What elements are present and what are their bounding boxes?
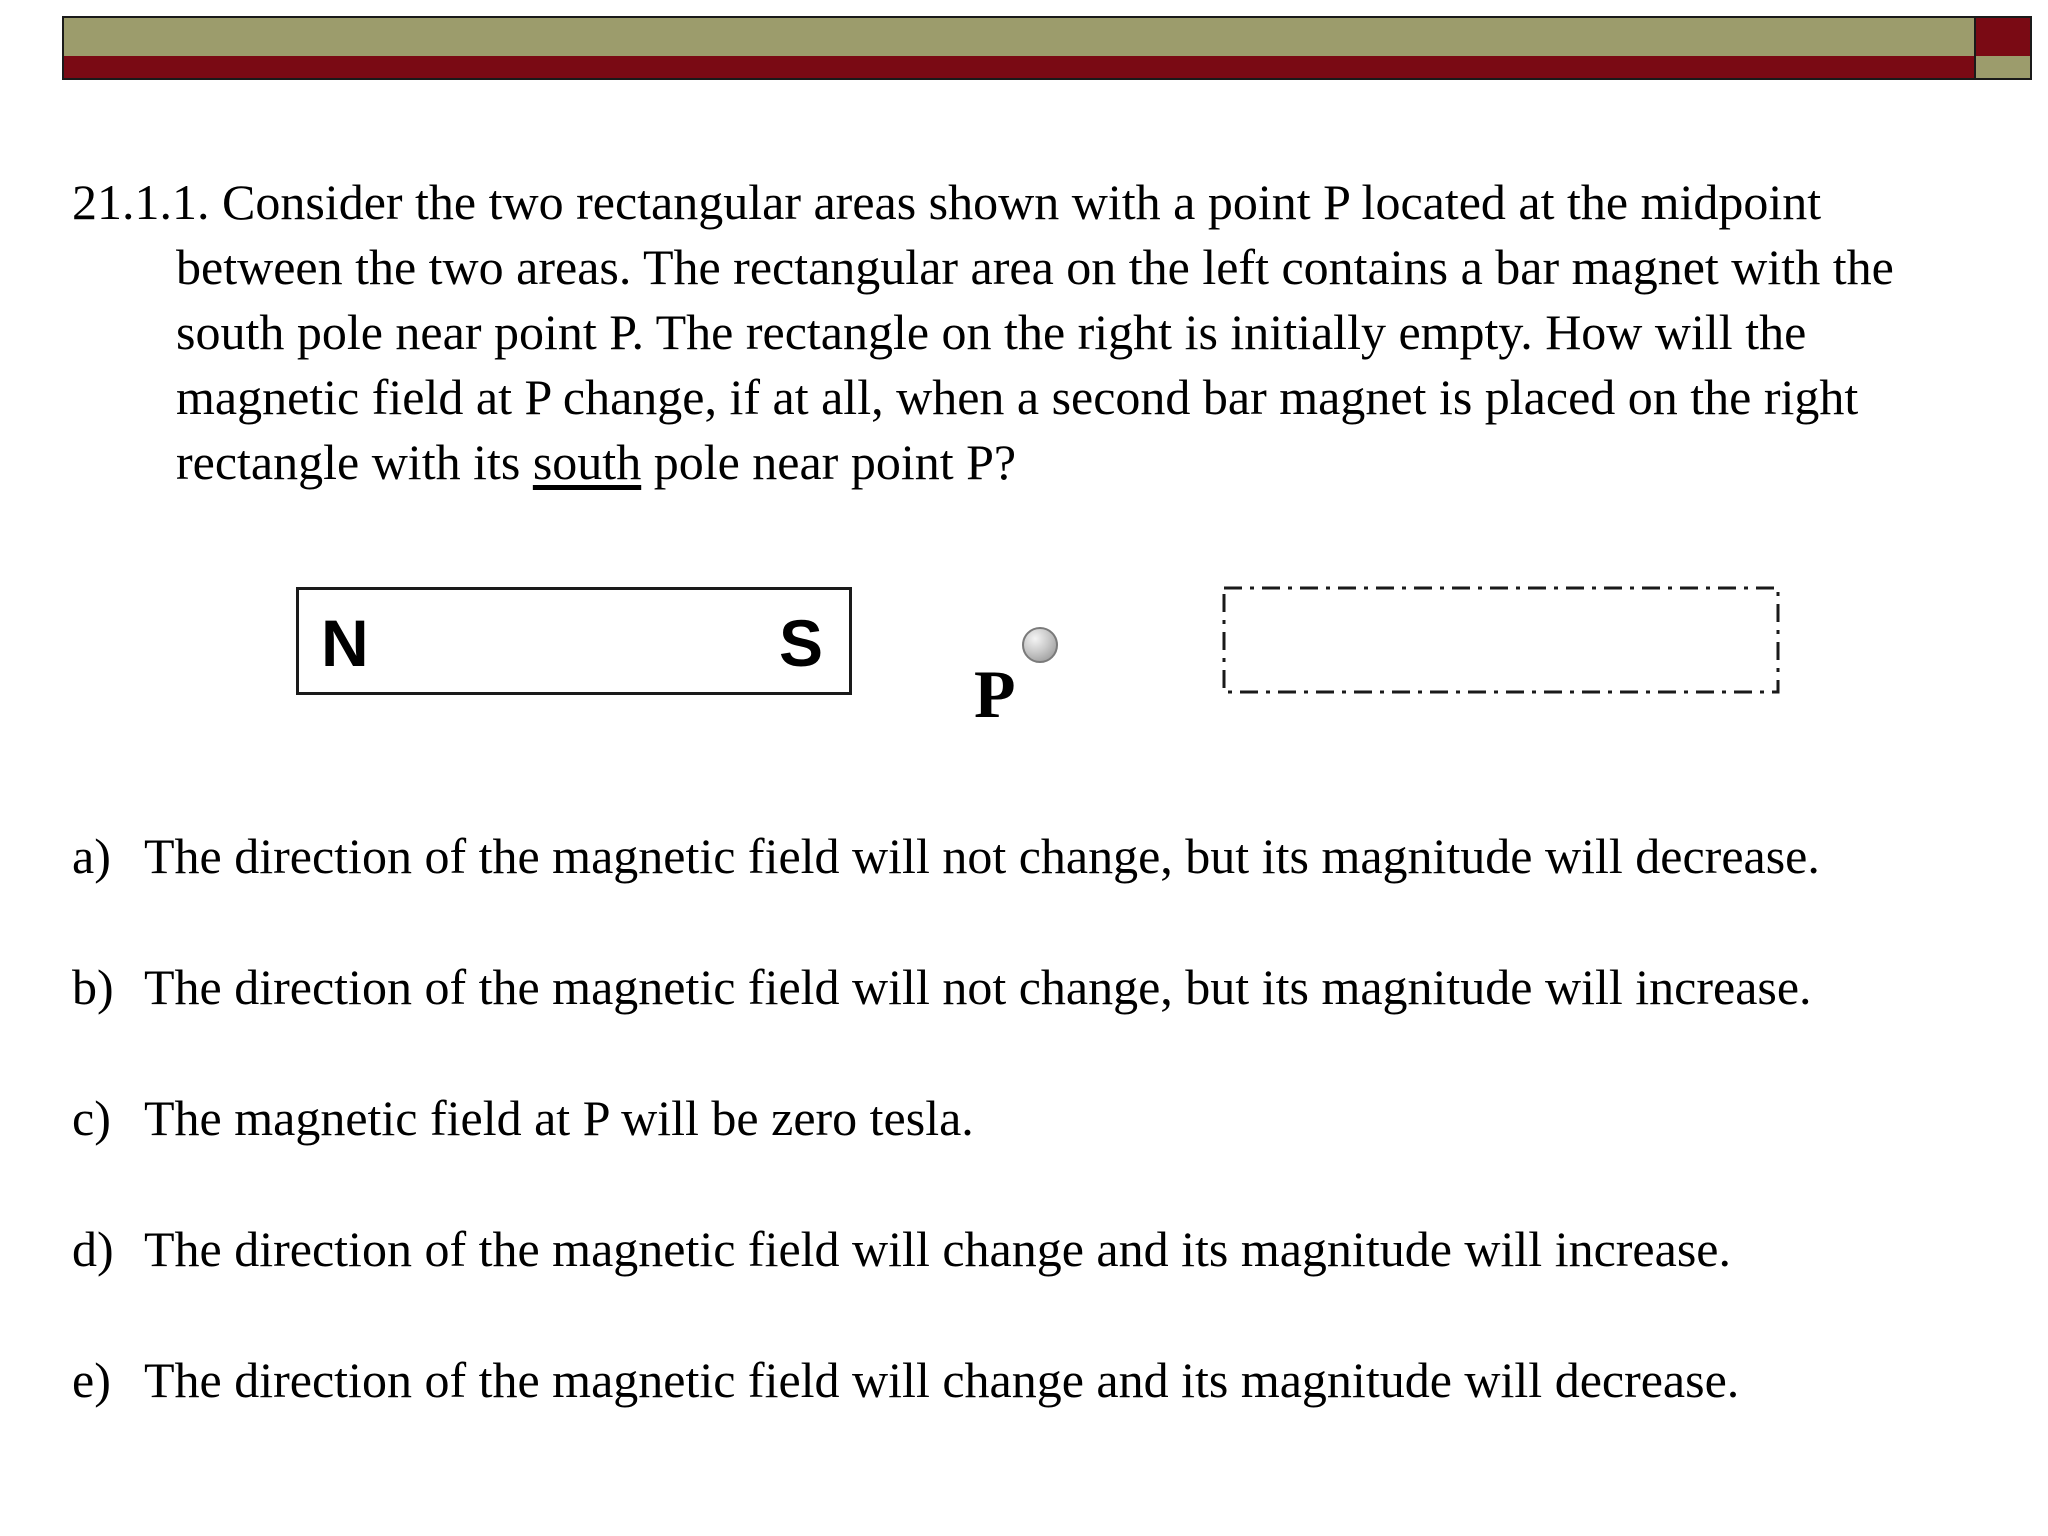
option-a-letter: a): [72, 828, 111, 884]
option-b[interactable]: [72, 957, 1812, 1017]
header-bar-tail-top: [1974, 18, 2030, 56]
north-pole-label: N: [321, 606, 369, 680]
option-b-letter: b): [72, 959, 114, 1015]
option-d-letter: d): [72, 1221, 114, 1277]
header-bar-tail-bottom: [1974, 56, 2030, 78]
question-body: Consider the two rectangular areas shown with a point P located at the midpoint between the two areas. The rectangular area on the left contains a bar magnet with the south pole near point P. The rectangle on the right is initially empty. How will the magnetic field at P change, if at all, when a second bar magnet is placed on the right rectangle with its: [176, 174, 1894, 490]
header-bar-olive-stripe: [64, 18, 1974, 56]
option-a-text: The direction of the magnetic field will not change, but its magnitude will decrease.: [144, 828, 1820, 884]
option-b-text: The direction of the magnetic field will not change, but its magnitude will increase.: [144, 959, 1812, 1015]
empty-rectangle-area: [1222, 586, 1780, 694]
question-text: [72, 170, 1992, 495]
option-c-letter: c): [72, 1090, 111, 1146]
option-e-text: The direction of the magnetic field will change and its magnitude will decrease.: [144, 1352, 1740, 1408]
option-d[interactable]: [72, 1219, 1731, 1279]
question-underlined-word: south: [532, 434, 642, 490]
option-c[interactable]: [72, 1088, 974, 1148]
question-body-end: pole near point P?: [653, 434, 1017, 490]
option-e-letter: e): [72, 1352, 111, 1408]
question-number: 21.1.1.: [72, 174, 210, 230]
point-p-dot: [1022, 627, 1058, 663]
option-c-text: The magnetic field at P will be zero tesla.: [144, 1090, 974, 1146]
header-bar: [62, 16, 2032, 80]
point-p-label: P: [974, 656, 1016, 732]
header-bar-maroon-stripe: [64, 56, 1974, 78]
option-e[interactable]: [72, 1350, 1739, 1410]
bar-magnet: [296, 587, 852, 695]
option-d-text: The direction of the magnetic field will change and its magnitude will increase.: [144, 1221, 1731, 1277]
south-pole-label: S: [778, 606, 823, 680]
option-a[interactable]: [72, 826, 1820, 886]
